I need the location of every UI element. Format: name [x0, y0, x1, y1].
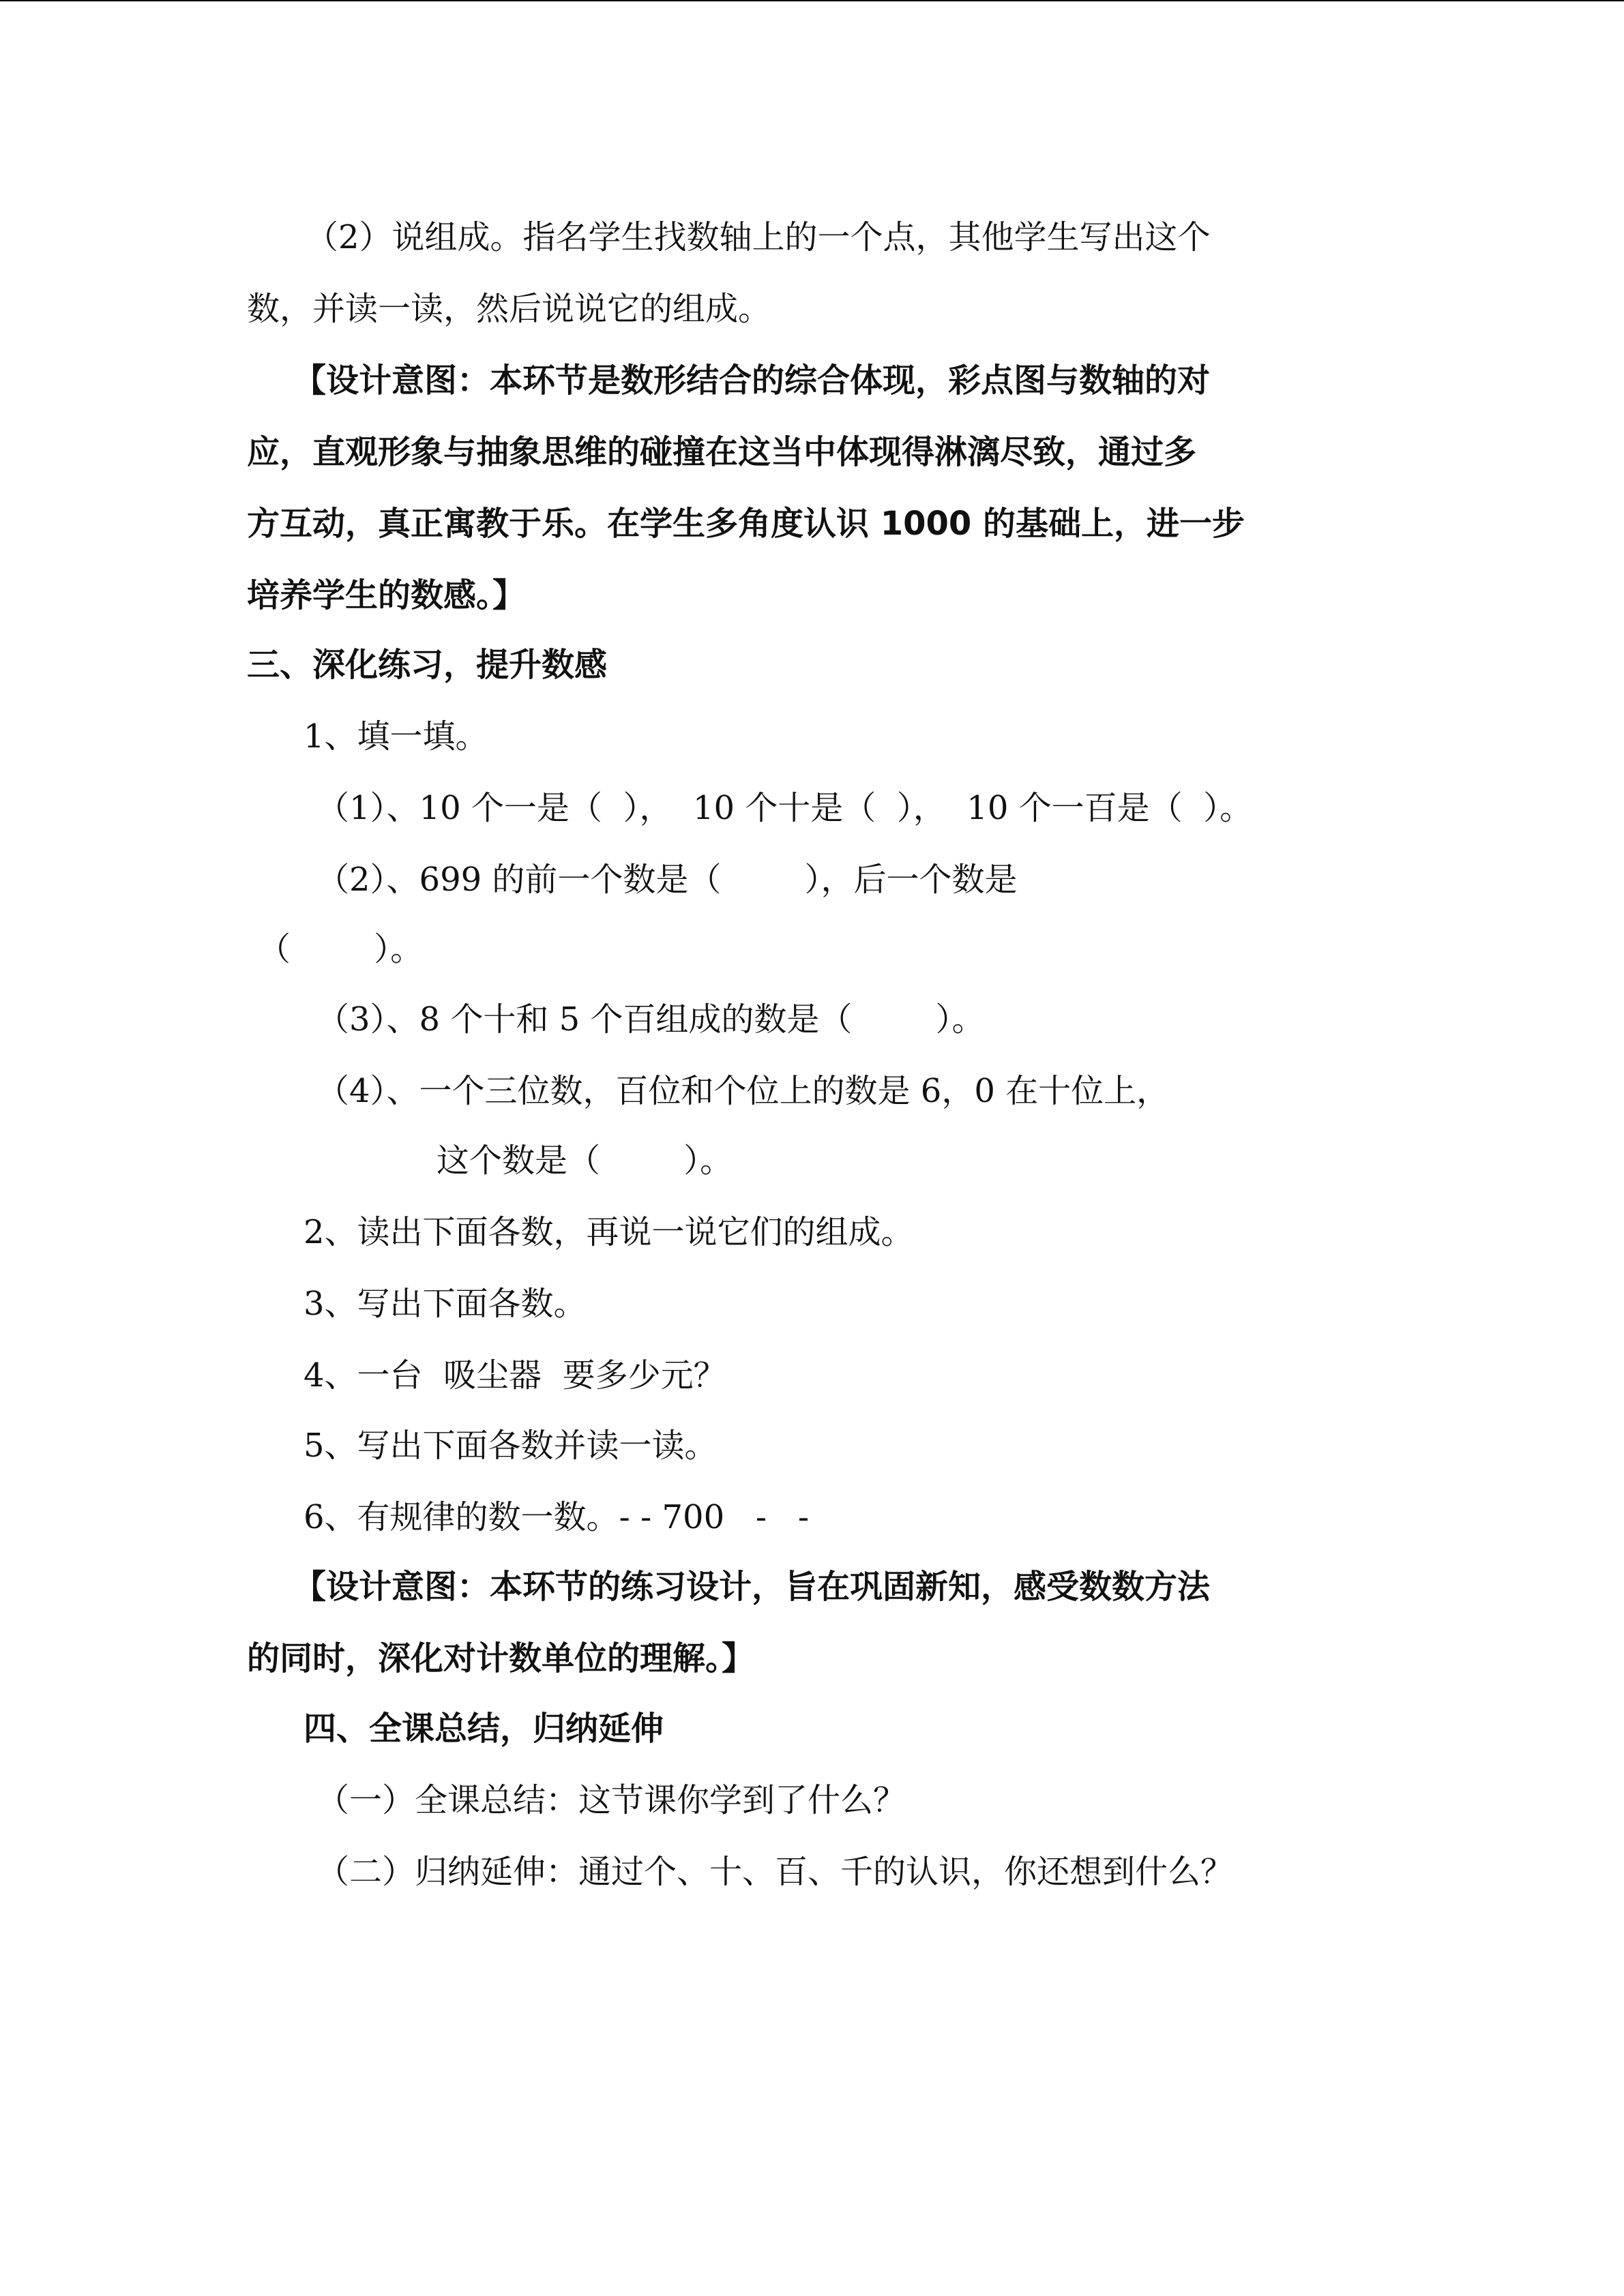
exercise-4: 4、一台 吸尘器 要多少元？: [304, 1356, 726, 1395]
paragraph-line-2: 数，并读一读，然后说说它的组成。: [247, 290, 771, 328]
exercise-1-item-4-cont: 这个数是（ ）。: [437, 1142, 733, 1180]
section-heading-4: 四、全课总结，归纳延伸: [304, 1710, 664, 1748]
exercise-1-item-2-cont: （ ）。: [258, 930, 424, 968]
summary-item-1: （一）全课总结：这节课你学到了什么？: [316, 1781, 906, 1819]
summary-item-2: （二）归纳延伸：通过个、十、百、千的认识，你还想到什么？: [316, 1853, 1234, 1891]
design-intent-2-line-1: 【设计意图：本环节的练习设计，旨在巩固新知，感受数数方法: [293, 1568, 1211, 1606]
design-intent-line-3: 方互动，真正寓教于乐。在学生多角度认识 1000 的基础上，进一步: [247, 505, 1245, 543]
design-intent-line-1: 【设计意图：本环节是数形结合的综合体现，彩点图与数轴的对: [293, 361, 1211, 400]
design-intent-line-2: 应，直观形象与抽象思维的碰撞在这当中体现得淋漓尽致，通过多: [247, 433, 1197, 471]
exercise-3: 3、写出下面各数。: [304, 1285, 587, 1323]
design-intent-2-line-2: 的同时，深化对计数单位的理解。】: [247, 1639, 755, 1678]
section-heading-3: 三、深化练习，提升数感: [247, 646, 608, 684]
paragraph-line-1: （2）说组成。指名学生找数轴上的一个点，其他学生写出这个: [306, 218, 1211, 256]
exercise-2: 2、读出下面各数，再说一说它们的组成。: [304, 1213, 914, 1251]
exercise-1-title: 1、填一填。: [304, 717, 488, 756]
exercise-1-item-3: （3）、8 个十和 5 个百组成的数是（ ）。: [316, 1000, 985, 1039]
page-top-border: [0, 0, 1624, 1]
design-intent-line-4: 培养学生的数感。】: [247, 576, 526, 614]
exercise-1-item-1: （1）、10 个一是（ ）， 10 个十是（ ）， 10 个一百是（ ）。: [316, 789, 1253, 827]
exercise-6: 6、有规律的数一数。- - 700 - -: [304, 1498, 810, 1536]
exercise-1-item-4: （4）、一个三位数，百位和个位上的数是 6，0 在十位上，: [316, 1072, 1170, 1110]
exercise-1-item-2: （2）、699 的前一个数是（ ），后一个数是: [316, 861, 1018, 899]
exercise-5: 5、写出下面各数并读一读。: [304, 1427, 718, 1465]
